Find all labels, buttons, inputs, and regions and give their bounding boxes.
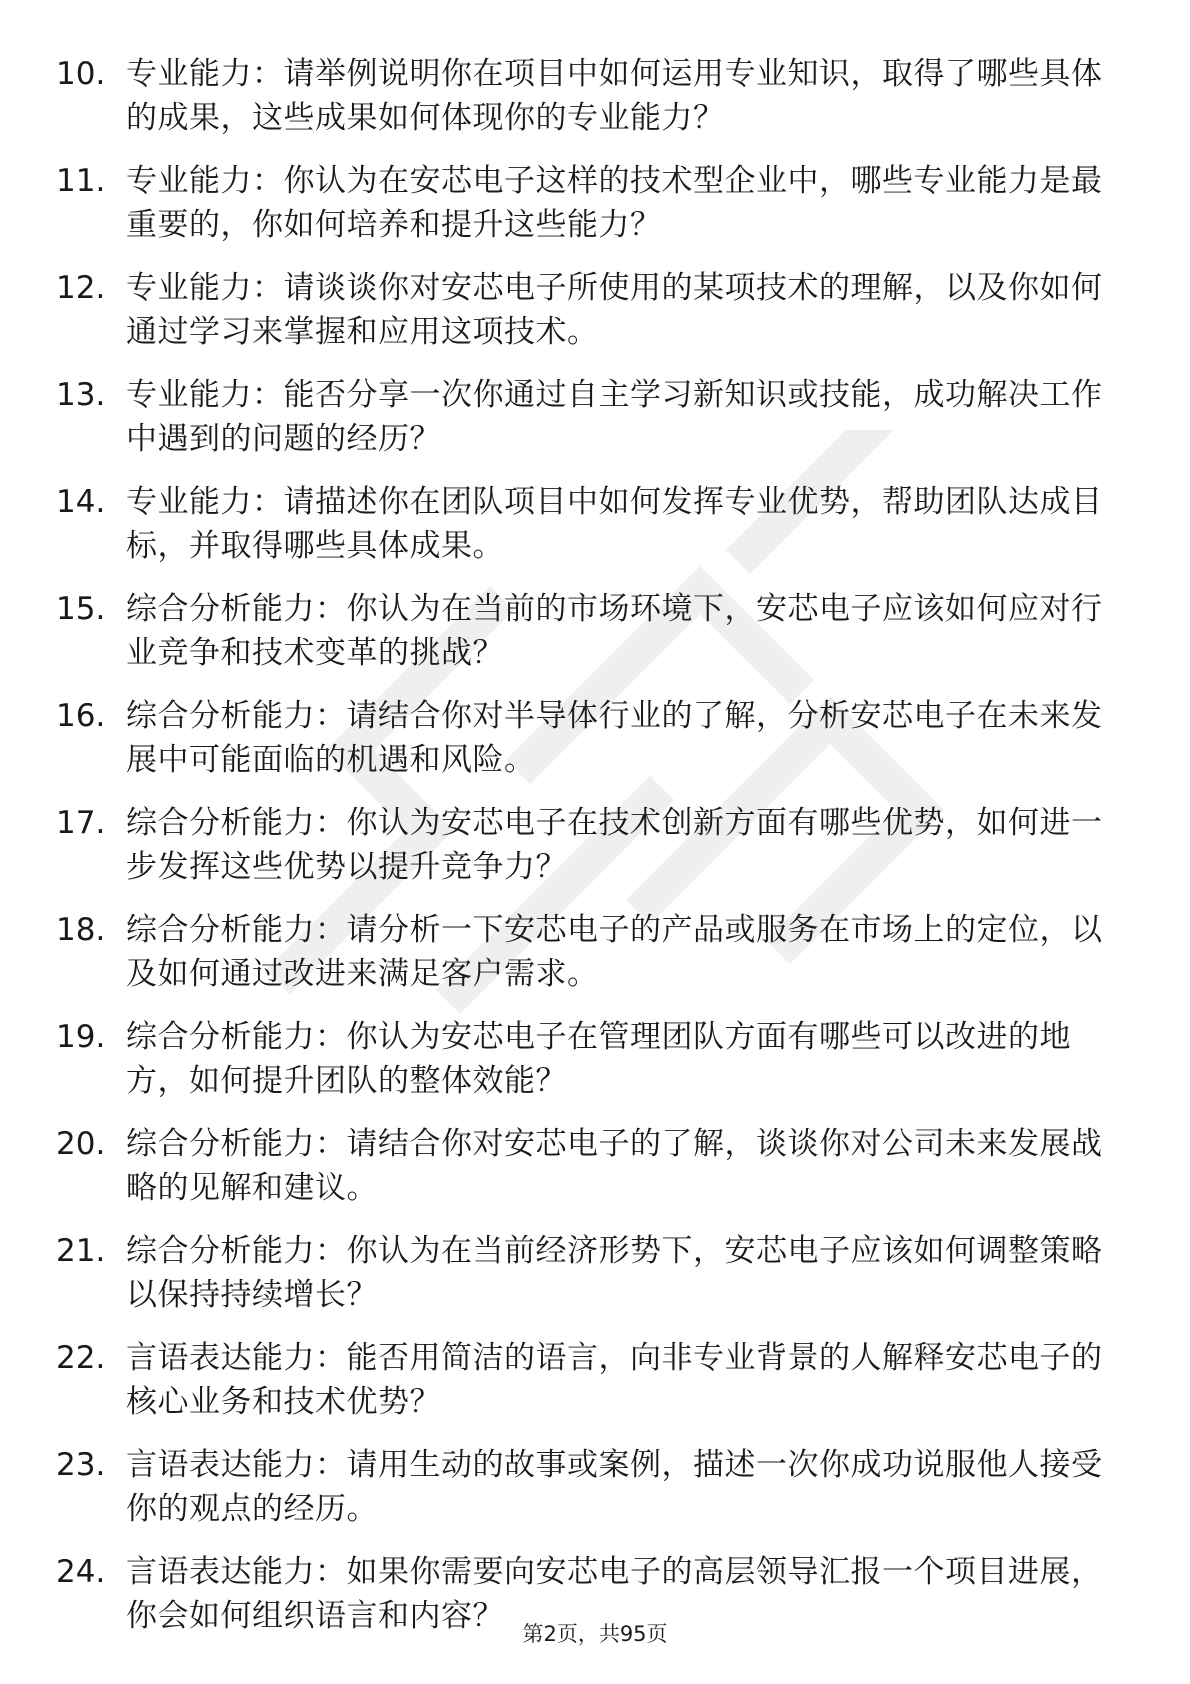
question-text: 专业能力：你认为在安芯电子这样的技术型企业中，哪些专业能力是最重要的，你如何培养和提升这些能力？ xyxy=(126,163,1103,243)
question-text: 综合分析能力：你认为在当前的市场环境下，安芯电子应该如何应对行业竞争和技术变革的挑战？ xyxy=(126,591,1103,671)
list-item xyxy=(56,801,1116,889)
question-text: 专业能力：请描述你在团队项目中如何发挥专业优势，帮助团队达成目标，并取得哪些具体成果。 xyxy=(126,484,1103,564)
question-number: 22. xyxy=(56,1340,106,1376)
question-number: 24. xyxy=(56,1554,106,1590)
question-number: 10. xyxy=(56,56,106,92)
question-number: 14. xyxy=(56,484,106,520)
question-text: 专业能力：请举例说明你在项目中如何运用专业知识，取得了哪些具体的成果，这些成果如何体现你的专业能力？ xyxy=(126,56,1103,136)
list-item xyxy=(56,694,1116,782)
list-item xyxy=(56,159,1116,247)
question-text: 综合分析能力：请结合你对半导体行业的了解，分析安芯电子在未来发展中可能面临的机遇和风险。 xyxy=(126,698,1103,778)
list-item xyxy=(56,1229,1116,1317)
question-number: 23. xyxy=(56,1447,106,1483)
question-text: 综合分析能力：你认为安芯电子在技术创新方面有哪些优势，如何进一步发挥这些优势以提升竞争力？ xyxy=(126,805,1103,885)
question-number: 20. xyxy=(56,1126,106,1162)
question-number: 15. xyxy=(56,591,106,627)
question-text: 专业能力：请谈谈你对安芯电子所使用的某项技术的理解，以及你如何通过学习来掌握和应用这项技术。 xyxy=(126,270,1103,350)
list-item xyxy=(56,480,1116,568)
list-item xyxy=(56,908,1116,996)
question-text: 专业能力：能否分享一次你通过自主学习新知识或技能，成功解决工作中遇到的问题的经历？ xyxy=(126,377,1103,457)
question-number: 11. xyxy=(56,163,106,199)
question-list xyxy=(56,52,1116,1657)
list-item xyxy=(56,1443,1116,1531)
list-item xyxy=(56,1015,1116,1103)
question-number: 19. xyxy=(56,1019,106,1055)
list-item xyxy=(56,266,1116,354)
question-number: 21. xyxy=(56,1233,106,1269)
question-text: 综合分析能力：你认为安芯电子在管理团队方面有哪些可以改进的地方，如何提升团队的整体效能？ xyxy=(126,1019,1071,1099)
question-text: 综合分析能力：你认为在当前经济形势下，安芯电子应该如何调整策略以保持持续增长？ xyxy=(126,1233,1103,1313)
question-number: 17. xyxy=(56,805,106,841)
question-text: 言语表达能力：如果你需要向安芯电子的高层领导汇报一个项目进展，你会如何组织语言和内容？ xyxy=(126,1554,1103,1634)
list-item xyxy=(56,1336,1116,1424)
question-text: 综合分析能力：请分析一下安芯电子的产品或服务在市场上的定位，以及如何通过改进来满足客户需求。 xyxy=(126,912,1103,992)
question-text: 言语表达能力：请用生动的故事或案例，描述一次你成功说服他人接受你的观点的经历。 xyxy=(126,1447,1103,1527)
list-item xyxy=(56,1122,1116,1210)
list-item xyxy=(56,52,1116,140)
question-text: 言语表达能力：能否用简洁的语言，向非专业背景的人解释安芯电子的核心业务和技术优势？ xyxy=(126,1340,1103,1420)
question-number: 12. xyxy=(56,270,106,306)
question-text: 综合分析能力：请结合你对安芯电子的了解，谈谈你对公司未来发展战略的见解和建议。 xyxy=(126,1126,1103,1206)
list-item xyxy=(56,587,1116,675)
question-number: 18. xyxy=(56,912,106,948)
question-number: 13. xyxy=(56,377,106,413)
list-item xyxy=(56,373,1116,461)
page-number-footer: 第2页，共95页 xyxy=(522,1622,668,1646)
question-number: 16. xyxy=(56,698,106,734)
